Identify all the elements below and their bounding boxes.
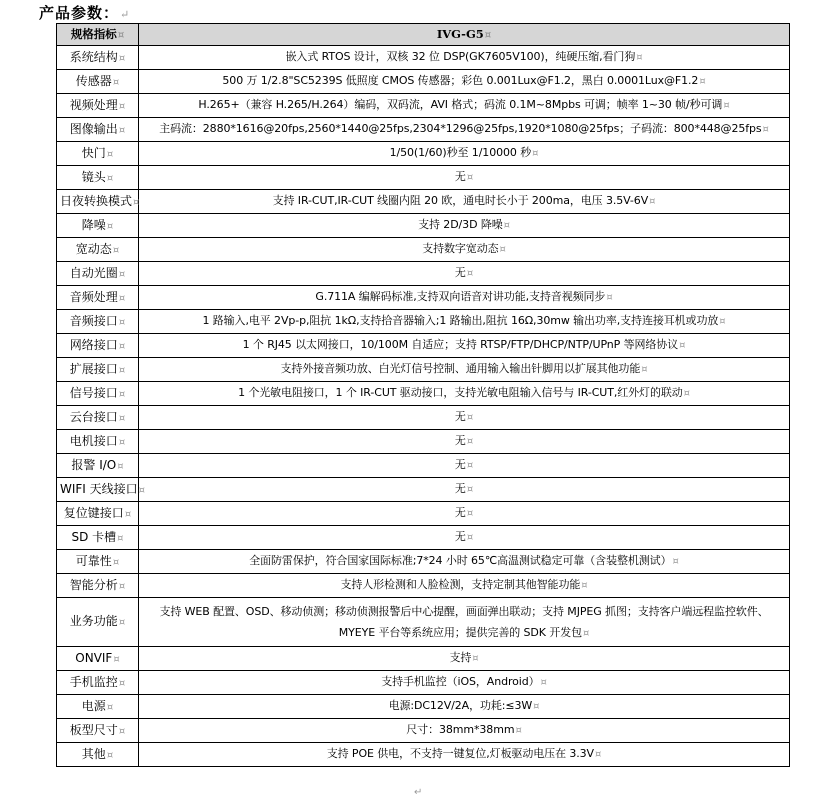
- spec-key-cell: [57, 334, 139, 358]
- cell-mark-icon: ¤: [124, 508, 132, 520]
- spec-key-label: 音频接口: [69, 313, 118, 328]
- table-row: [57, 166, 790, 190]
- spec-value-text: 无: [454, 434, 466, 447]
- table-row: [57, 430, 790, 454]
- cell-mark-icon: ¤: [532, 148, 539, 159]
- spec-value-text: 无: [454, 410, 466, 423]
- cell-mark-icon: ¤: [118, 580, 126, 592]
- spec-value-text: 支持 POE 供电，不支持一键复位,灯板驱动电压在 3.3V: [326, 747, 594, 760]
- section-heading: [39, 2, 130, 23]
- cell-mark-icon: ¤: [466, 172, 474, 183]
- spec-key-cell: [57, 406, 139, 430]
- paragraph-mark-icon: ↵: [120, 8, 131, 21]
- table-row: [57, 214, 790, 238]
- spec-value-cell: [139, 46, 790, 70]
- table-row: [57, 382, 790, 406]
- spec-value-cell: [139, 382, 790, 406]
- spec-key-label: 日夜转换模式: [60, 193, 133, 208]
- spec-key-cell: [57, 190, 139, 214]
- spec-key-label: 报警 I/O: [71, 457, 117, 472]
- cell-mark-icon: ¤: [118, 292, 126, 304]
- spec-key-label: 音频处理: [69, 289, 118, 304]
- table-row: [57, 310, 790, 334]
- spec-key-label: 复位键接口: [63, 505, 124, 520]
- spec-value-text: 1 个光敏电阻接口，1 个 IR-CUT 驱动接口，支持光敏电阻输入信号与 IR-CUT,红外灯的联动: [238, 386, 683, 399]
- spec-key-cell: [57, 647, 139, 671]
- spec-key-label: 其他: [81, 746, 106, 761]
- end-paragraph-mark-icon: ↵: [414, 787, 423, 798]
- spec-value-text: 支持: [449, 651, 472, 664]
- header-model-cell: IVG-G5¤: [139, 24, 790, 46]
- table-row: [57, 406, 790, 430]
- spec-value-cell: [139, 719, 790, 743]
- cell-mark-icon: ¤: [118, 412, 126, 424]
- spec-value-text: 全面防雷保护，符合国家国际标准;7*24 小时 65℃高温测试稳定可靠（含装整机测试）: [249, 554, 672, 567]
- spec-value-text: 支持人形检测和人脸检测，支持定制其他智能功能: [340, 578, 581, 591]
- spec-value-cell: [139, 94, 790, 118]
- spec-key-label: 自动光圈: [69, 265, 118, 280]
- table-row: [57, 70, 790, 94]
- spec-value-cell: [139, 190, 790, 214]
- cell-mark-icon: ¤: [133, 196, 140, 208]
- spec-value-cell: [139, 358, 790, 382]
- spec-key-cell: [57, 166, 139, 190]
- spec-key-cell: [57, 550, 139, 574]
- spec-table: [56, 23, 790, 767]
- spec-key-cell: [57, 310, 139, 334]
- spec-value-cell: [139, 214, 790, 238]
- cell-mark-icon: ¤: [719, 316, 726, 327]
- spec-key-label: 图像输出: [69, 121, 118, 136]
- cell-mark-icon: ¤: [466, 460, 474, 471]
- spec-key-cell: [57, 286, 139, 310]
- spec-value-cell: [139, 166, 790, 190]
- spec-value-text: H.265+（兼容 H.265/H.264）编码，双码流，AVI 格式；码流 0.1M~8Mpbs 可调；帧率 1~30 帧/秒可调: [198, 98, 723, 111]
- spec-value-cell: [139, 743, 790, 767]
- spec-key-label: 扩展接口: [69, 361, 118, 376]
- spec-value-cell: [139, 406, 790, 430]
- cell-mark-icon: ¤: [106, 172, 114, 184]
- spec-value-text: 1/50(1/60)秒至 1/10000 秒: [389, 146, 532, 159]
- spec-value-cell: [139, 550, 790, 574]
- spec-value-text: 500 万 1/2.8"SC5239S 低照度 CMOS 传感器；彩色 0.001Lux@F1.2，黑白 0.0001Lux@F1.2: [222, 74, 699, 87]
- spec-key-cell: [57, 430, 139, 454]
- spec-key-cell: [57, 70, 139, 94]
- cell-mark-icon: ¤: [106, 148, 114, 160]
- table-row: [57, 574, 790, 598]
- table-row: [57, 743, 790, 767]
- spec-value-text: 支持数字宽动态: [422, 242, 499, 255]
- spec-key-label: 可靠性: [75, 553, 112, 568]
- cell-mark-icon: ¤: [112, 556, 120, 568]
- spec-key-label: 传感器: [75, 73, 112, 88]
- cell-mark-icon: ¤: [118, 436, 126, 448]
- cell-mark-icon: ¤: [118, 268, 126, 280]
- spec-value-cell: [139, 310, 790, 334]
- table-row: [57, 550, 790, 574]
- spec-key-label: 智能分析: [69, 577, 118, 592]
- spec-value-cell: [139, 430, 790, 454]
- table-row: [57, 671, 790, 695]
- header-key-cell: 规格指标¤: [57, 24, 139, 46]
- spec-key-label: 系统结构: [69, 49, 118, 64]
- spec-value-cell: [139, 334, 790, 358]
- table-row: [57, 94, 790, 118]
- spec-value-cell: [139, 262, 790, 286]
- cell-mark-icon: ¤: [113, 653, 120, 665]
- spec-value-text: 支持 WEB 配置、OSD、移动侦测；移动侦测报警后中心提醒，画面弹出联动；支持 MJPEG 抓图；支持客户端远程监控软件、MYEYE 平台等系统应用；提供完善的 SDK 开发包: [159, 604, 769, 639]
- spec-value-text: 无: [454, 170, 466, 183]
- spec-key-cell: [57, 46, 139, 70]
- table-row: [57, 358, 790, 382]
- spec-key-cell: [57, 695, 139, 719]
- cell-mark-icon: ¤: [117, 532, 124, 544]
- cell-mark-icon: ¤: [581, 580, 588, 591]
- cell-mark-icon: ¤: [466, 412, 474, 423]
- spec-value-text: 尺寸：38mm*38mm: [406, 723, 515, 736]
- cell-mark-icon: ¤: [636, 52, 643, 63]
- spec-key-cell: [57, 598, 139, 647]
- table-row: [57, 190, 790, 214]
- spec-key-label: SD 卡槽: [71, 529, 117, 544]
- spec-value-cell: [139, 238, 790, 262]
- spec-key-cell: [57, 478, 146, 502]
- spec-value-cell: [139, 118, 790, 142]
- cell-mark-icon: ¤: [118, 316, 126, 328]
- table-row: [57, 695, 790, 719]
- cell-mark-icon: ¤: [106, 220, 114, 232]
- spec-value-cell: [139, 286, 790, 310]
- spec-key-cell: [57, 719, 139, 743]
- spec-value-text: 无: [454, 482, 466, 495]
- spec-key-label: 电机接口: [69, 433, 118, 448]
- cell-mark-icon: ¤: [606, 292, 613, 303]
- cell-mark-icon: ¤: [112, 244, 120, 256]
- spec-value-text: 无: [454, 506, 466, 519]
- spec-key-label: 网络接口: [69, 337, 118, 352]
- spec-table-header: [57, 24, 790, 46]
- table-row: [57, 478, 790, 502]
- spec-value-cell: [139, 502, 790, 526]
- cell-mark-icon: ¤: [466, 484, 474, 495]
- spec-key-label: 镜头: [81, 169, 106, 184]
- spec-key-cell: [57, 238, 139, 262]
- spec-key-label: 视频处理: [69, 97, 118, 112]
- cell-mark-icon: ¤: [723, 100, 730, 111]
- cell-mark-icon: ¤: [499, 244, 506, 255]
- spec-value-text: 无: [454, 530, 466, 543]
- table-row: [57, 454, 790, 478]
- cell-mark-icon: ¤: [466, 268, 474, 279]
- table-row: [57, 647, 790, 671]
- spec-key-cell: [57, 358, 139, 382]
- spec-key-cell: [57, 142, 139, 166]
- cell-mark-icon: ¤: [699, 76, 706, 87]
- spec-key-label: 云台接口: [69, 409, 118, 424]
- cell-mark-icon: ¤: [117, 460, 124, 472]
- table-row: [57, 719, 790, 743]
- spec-key-cell: [57, 262, 139, 286]
- spec-key-label: 快门: [81, 145, 106, 160]
- cell-mark-icon: ¤: [466, 508, 474, 519]
- spec-value-text: 主码流：2880*1616@20fps,2560*1440@25fps,2304*1296@25fps,1920*1080@25fps；子码流：800*448@25fps: [159, 122, 762, 135]
- cell-mark-icon: ¤: [762, 124, 769, 135]
- spec-key-cell: [57, 454, 139, 478]
- spec-value-cell: [139, 526, 790, 550]
- cell-mark-icon: ¤: [118, 124, 126, 136]
- spec-key-cell: [57, 671, 139, 695]
- section-heading-text: 产品参数：: [39, 4, 120, 22]
- spec-value-text: 支持外接音频功放、白光灯信号控制、通用输入输出针脚用以扩展其他功能: [280, 362, 641, 375]
- table-row: [57, 238, 790, 262]
- spec-value-text: 无: [454, 458, 466, 471]
- spec-key-label: ONVIF: [75, 650, 113, 665]
- cell-mark-icon: ¤: [112, 76, 120, 88]
- spec-key-label: 电源: [81, 698, 106, 713]
- spec-key-label: 降噪: [81, 217, 106, 232]
- spec-key-cell: [57, 118, 139, 142]
- cell-mark-icon: ¤: [594, 749, 602, 760]
- spec-key-label: 宽动态: [75, 241, 112, 256]
- table-row: [57, 334, 790, 358]
- cell-mark-icon: ¤: [672, 556, 679, 567]
- cell-mark-icon: ¤: [106, 701, 114, 713]
- cell-mark-icon: ¤: [466, 436, 474, 447]
- cell-mark-icon: ¤: [466, 532, 474, 543]
- cell-mark-icon: ¤: [515, 725, 522, 736]
- spec-value-text: 1 路输入,电平 2Vp-p,阻抗 1kΩ,支持拾音器输入;1 路输出,阻抗 16Ω,30mw 输出功率,支持连接耳机或功放: [202, 314, 719, 327]
- spec-value-cell: [139, 598, 790, 647]
- spec-value-cell: [139, 671, 790, 695]
- spec-value-text: 嵌入式 RTOS 设计，双核 32 位 DSP(GK7605V100)，纯硬压缩,看门狗: [285, 50, 636, 63]
- cell-mark-icon: ¤: [106, 749, 114, 761]
- spec-key-cell: [57, 526, 139, 550]
- spec-key-cell: [57, 382, 139, 406]
- spec-key-label: WIFI 天线接口: [60, 481, 138, 496]
- cell-mark-icon: ¤: [118, 100, 126, 112]
- table-row: [57, 262, 790, 286]
- spec-value-text: 支持手机监控（iOS，Android）: [381, 675, 540, 688]
- spec-key-cell: [57, 574, 139, 598]
- spec-value-cell: [139, 142, 790, 166]
- spec-key-label: 手机监控: [69, 674, 118, 689]
- spec-value-text: 支持 IR-CUT,IR-CUT 线圈内阻 20 欧，通电时长小于 200ma，电压 3.5V-6V: [272, 194, 649, 207]
- cell-mark-icon: ¤: [503, 220, 510, 231]
- cell-mark-icon: ¤: [138, 484, 146, 496]
- table-row: [57, 286, 790, 310]
- spec-value-text: 电源:DC12V/2A，功耗:≤3W: [388, 699, 533, 712]
- table-row: [57, 598, 790, 647]
- cell-mark-icon: ¤: [649, 196, 656, 207]
- cell-mark-icon: ¤: [472, 653, 479, 664]
- table-row: [57, 142, 790, 166]
- spec-value-cell: [139, 647, 790, 671]
- cell-mark-icon: ¤: [118, 52, 126, 64]
- spec-key-cell: [57, 502, 139, 526]
- cell-mark-icon: ¤: [118, 340, 126, 352]
- spec-value-cell: [139, 574, 790, 598]
- spec-key-cell: [57, 94, 139, 118]
- spec-key-cell: [57, 743, 139, 767]
- table-row: [57, 118, 790, 142]
- spec-key-label: 信号接口: [69, 385, 118, 400]
- spec-value-cell: [139, 70, 790, 94]
- spec-key-label: 板型尺寸: [69, 722, 118, 737]
- cell-mark-icon: ¤: [540, 677, 547, 688]
- table-row: [57, 46, 790, 70]
- spec-key-label: 业务功能: [69, 614, 118, 628]
- cell-mark-icon: ¤: [118, 677, 126, 689]
- cell-mark-icon: ¤: [118, 364, 126, 376]
- spec-value-cell: [139, 454, 790, 478]
- cell-mark-icon: ¤: [118, 388, 126, 400]
- table-row: [57, 526, 790, 550]
- cell-mark-icon: ¤: [641, 364, 648, 375]
- spec-value-text: 1 个 RJ45 以太网接口，10/100M 自适应；支持 RTSP/FTP/DHCP/NTP/UPnP 等网络协议: [242, 338, 679, 351]
- spec-value-cell: [139, 695, 790, 719]
- table-row: [57, 502, 790, 526]
- spec-value-text: G.711A 编解码标准,支持双向语音对讲功能,支持音视频同步: [315, 290, 606, 303]
- spec-value-text: 无: [454, 266, 466, 279]
- spec-key-cell: [57, 214, 139, 238]
- spec-value-cell: [139, 478, 790, 502]
- cell-mark-icon: ¤: [118, 725, 126, 737]
- cell-mark-icon: ¤: [583, 627, 590, 639]
- cell-mark-icon: ¤: [118, 617, 126, 628]
- spec-value-text: 支持 2D/3D 降噪: [418, 218, 503, 231]
- cell-mark-icon: ¤: [683, 388, 690, 399]
- cell-mark-icon: ¤: [533, 701, 540, 712]
- cell-mark-icon: ¤: [679, 340, 686, 351]
